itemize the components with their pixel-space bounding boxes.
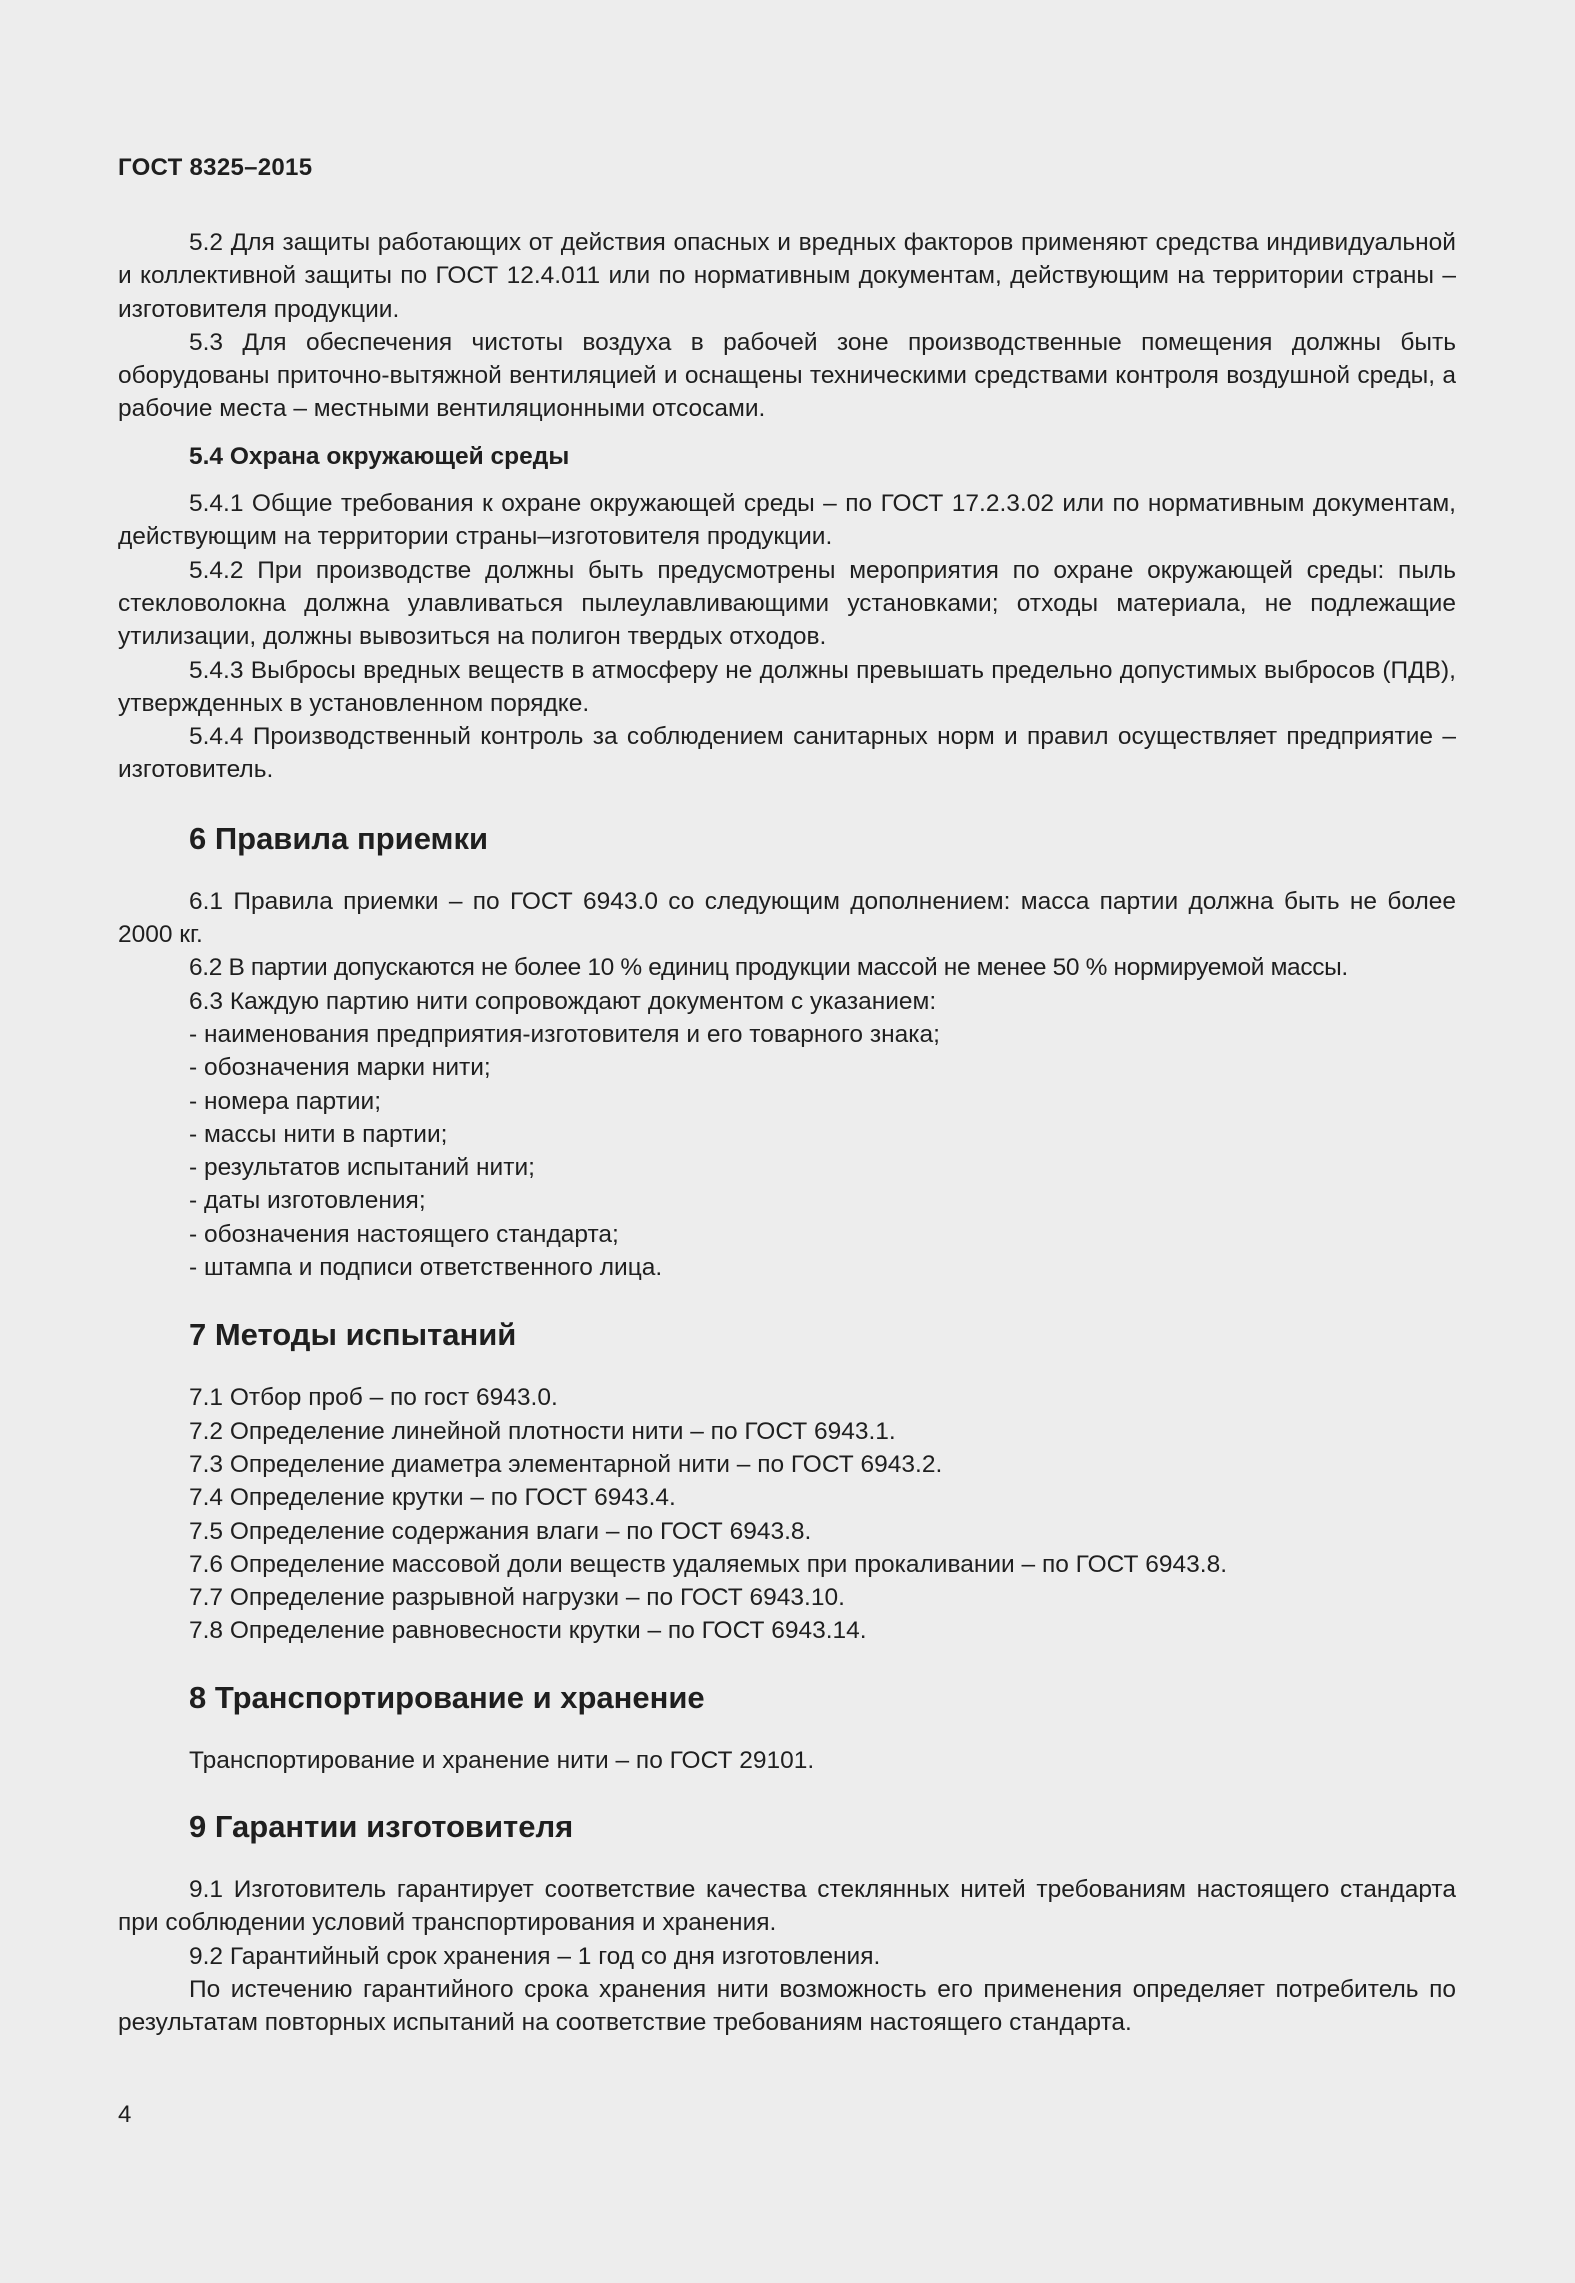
paragraph-9-3: По истечению гарантийного срока хранения нити возможность его применения определяет потребитель по результатам повторных испытаний на соответствие требованиям настоящего стандарта. xyxy=(118,1975,1456,2037)
list-item: 7.5 Определение содержания влаги – по ГОСТ 6943.8. xyxy=(189,1517,812,1545)
paragraph-5-3: 5.3 Для обеспечения чистоты воздуха в рабочей зоне производственные помещения должны быть оборудованы приточно-вытяжной вентиляцией и оснащены техническими средствами контроля воздушной среды, а рабочие места – местными вентиляционными отсосами. xyxy=(118,328,1456,423)
paragraph-6-1: 6.1 Правила приемки – по ГОСТ 6943.0 со следующим дополнением: масса партии должна быть не более 2000 кг. xyxy=(118,887,1456,949)
list-item: - массы нити в партии; xyxy=(189,1120,448,1148)
list-item: 7.4 Определение крутки – по ГОСТ 6943.4. xyxy=(189,1484,676,1512)
section-heading-7: 7 Методы испытаний xyxy=(189,1317,517,1353)
paragraph-6-3: 6.3 Каждую партию нити сопровождают документом с указанием: xyxy=(189,987,937,1015)
list-item: - результатов испытаний нити; xyxy=(189,1154,535,1182)
list-item: - номера партии; xyxy=(189,1087,382,1115)
list-item: 7.1 Отбор проб – по гост 6943.0. xyxy=(189,1384,558,1412)
list-item: 7.8 Определение равновесности крутки – по ГОСТ 6943.14. xyxy=(189,1617,867,1645)
list-item: 7.3 Определение диаметра элементарной нити – по ГОСТ 6943.2. xyxy=(189,1450,943,1478)
document-header: ГОСТ 8325–2015 xyxy=(118,154,313,181)
paragraph-6-2: 6.2 В партии допускаются не более 10 % единиц продукции массой не менее 50 % нормируемой массы. xyxy=(189,954,1348,982)
paragraph-5-4-1: 5.4.1 Общие требования к охране окружающей среды – по ГОСТ 17.2.3.02 или по нормативным документам, действующим на территории страны–изготовителя продукции. xyxy=(118,490,1456,551)
list-item: - наименования предприятия-изготовителя и его товарного знака; xyxy=(189,1020,940,1048)
list-item: 7.7 Определение разрывной нагрузки – по ГОСТ 6943.10. xyxy=(189,1584,845,1612)
list-item: 7.2 Определение линейной плотности нити – по ГОСТ 6943.1. xyxy=(189,1417,896,1445)
list-item: 7.6 Определение массовой доли веществ удаляемых при прокаливании – по ГОСТ 6943.8. xyxy=(189,1550,1228,1578)
list-item: - обозначения марки нити; xyxy=(189,1054,491,1082)
section-heading-8: 8 Транспортирование и хранение xyxy=(189,1679,705,1715)
list-item: - обозначения настоящего стандарта; xyxy=(189,1220,619,1248)
list-item: - штампа и подписи ответственного лица. xyxy=(189,1254,663,1282)
section-heading-9: 9 Гарантии изготовителя xyxy=(189,1808,574,1844)
paragraph-8: Транспортирование и хранение нити – по ГОСТ 29101. xyxy=(189,1746,815,1774)
page-number: 4 xyxy=(118,2101,132,2128)
paragraph-5-2: 5.2 Для защиты работающих от действия опасных и вредных факторов применяют средства индивидуальной и коллективной защиты по ГОСТ 12.4.011 или по нормативным документам, действующим на территории страны – изготовителя продукции. xyxy=(118,229,1456,323)
section-heading-6: 6 Правила приемки xyxy=(189,820,489,856)
document-body xyxy=(118,226,1456,2039)
list-item: - даты изготовления; xyxy=(189,1187,426,1215)
document-page xyxy=(118,0,1456,2283)
paragraph-9-2: 9.2 Гарантийный срок хранения – 1 год со дня изготовления. xyxy=(189,1942,881,1970)
paragraph-5-4-2: 5.4.2 При производстве должны быть предусмотрены мероприятия по охране окружающей среды: пыль стекловолокна должна улавливаться пылеулавливающими установками; отходы материала, не подлежащие утилизации, должны вывозиться на полигон твердых отходов. xyxy=(118,556,1456,651)
paragraph-5-4-4: 5.4.4 Производственный контроль за соблюдением санитарных норм и правил осуществляет предприятие – изготовитель. xyxy=(118,723,1456,784)
paragraph-9-1: 9.1 Изготовитель гарантирует соответствие качества стеклянных нитей требованиям настоящего стандарта при соблюдении условий транспортирования и хранения. xyxy=(118,1875,1456,1937)
subsection-heading-5-4: 5.4 Охрана окружающей среды xyxy=(189,442,570,470)
paragraph-5-4-3: 5.4.3 Выбросы вредных веществ в атмосферу не должны превышать предельно допустимых выбросов (ПДВ), утвержденных в установленном порядке. xyxy=(118,656,1456,717)
